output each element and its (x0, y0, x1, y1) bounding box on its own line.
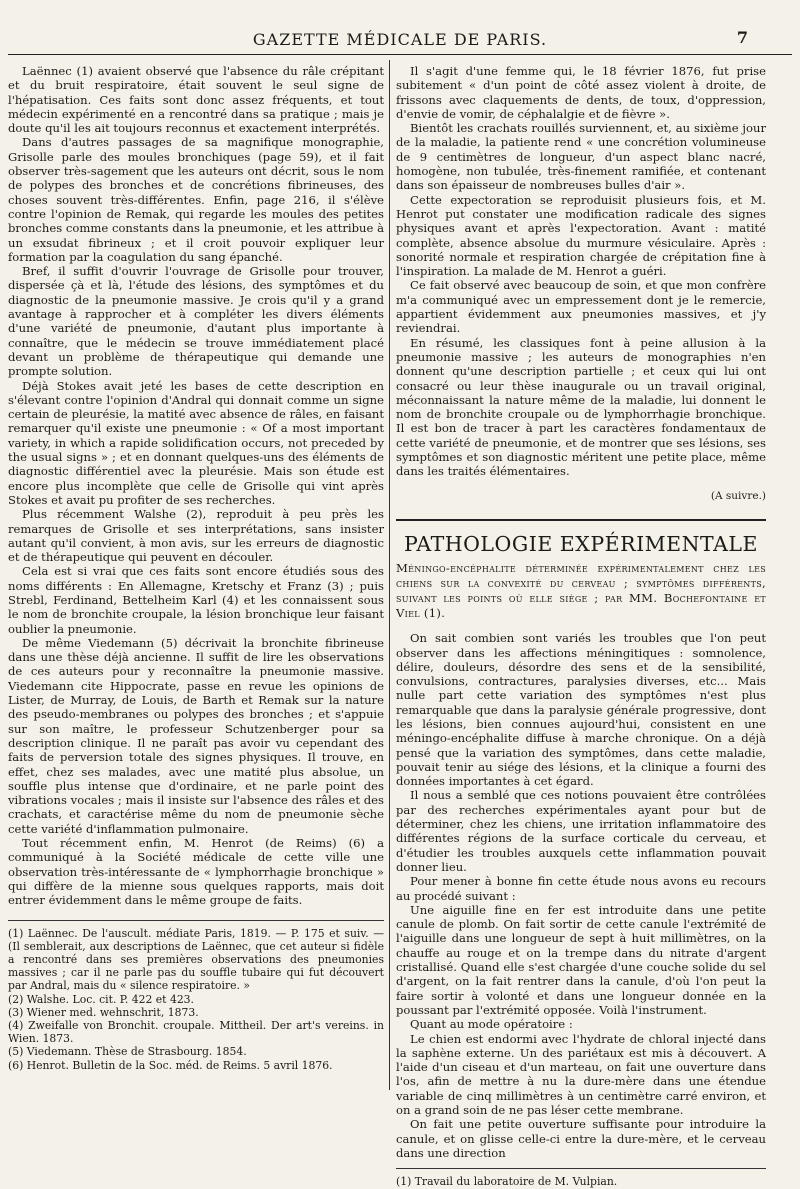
left-column (8, 64, 384, 1072)
footnote: (4) Zweifalle von Bronchit. croupale. Mittheil. Der art's vereins. in Wien. 1873. (8, 1018, 384, 1046)
paragraph: Cette expectoration se reproduisit plusieurs fois, et M. Henrot put constater une modification radicale des signes physiques avant et après l'expectoration. Avant : matité complète, absence absolue du murmure vésiculaire. Après : sonorité normale et respiration chargée de crépitation fine à l'inspiration. La malade de M. Henrot a guéri. (396, 192, 766, 279)
column-divider (389, 60, 390, 1090)
paragraph: En résumé, les classiques font à peine allusion à la pneumonie massive ; les auteurs de monographies n'en donnent qu'une description partielle ; et ceux qui lui ont consacré ou leur thèse inaugurale ou un travail original, méconnaissant la nature même de la maladie, lui donnent le nom de bronchite croupale ou de lymphorrhagie bronchique. Il est bon de tracer à part les caractères fondamentaux de cette variété de pneumonie, et de montrer que ses lésions, ses symptômes et son diagnostic méritent une petite place, même dans les traités élémentaires. (396, 335, 766, 479)
section-rule (396, 519, 766, 521)
section-subtitle (396, 561, 766, 621)
section-subtitle-text: Méningo-encéphalite déterminée expérimentalement chez les chiens sur la convexité du cerveau ; symptômes différents, suivant les points où elle siège ; (396, 561, 766, 606)
paragraph: On fait une petite ouverture suffisante pour introduire la canule, et on glisse celle-ci entre la dure-mère, et le cerveau dans une direction (396, 1117, 766, 1160)
paragraph: Quant au mode opératoire : (410, 1017, 573, 1032)
footnotes (396, 1168, 766, 1189)
footnote: (2) Walshe. Loc. cit. P. 422 et 423. (8, 992, 194, 1006)
paragraph: Déjà Stokes avait jeté les bases de cette description en s'élevant contre l'opinion d'Andral qui donnait comme un signe certain de pleurésie, la matité avec absence de râles, en faisant remarquer qu'il existe une pneumonie : « Of a most important variety, in which a rapide solidification occurs, not preceded by the usual signs » ; et en donnant quelques-uns des éléments de diagnostic différentiel avec la pleurésie. Mais son étude est encore plus incomplète que celle de Grisolle qui vint après Stokes et avait pu profiter de ses recherches. (8, 378, 384, 507)
footnotes (8, 920, 384, 1072)
page-number: 7 (736, 28, 748, 47)
footnote: (5) Viedemann. Thèse de Strasbourg. 1854. (8, 1045, 247, 1059)
paragraph: Bientôt les crachats rouillés surviennent, et, au sixième jour de la maladie, la patiente rend « une concrétion volumineuse de 9 centimètres de longueur, d'un aspect blanc nacré, homogène, non tubulée, très-finement ramifiée, et contenant dans son épaisseur de nombreuses bulles d'air ». (396, 121, 766, 193)
paragraph: Pour mener à bonne fin cette étude nous avons eu recours au procédé suivant : (396, 874, 766, 903)
right-column (396, 64, 766, 1189)
paragraph: Cela est si vrai que ces faits sont encore étudiés sous des noms différents : En Allemagne, Kretschy et Franz (3) ; puis Strebl, Ferdinand, Bettelheim Karl (4) et les connaissent sous le nom de bronchite croupale, la lésion bronchique leur faisant oublier la pneumonie. (8, 564, 384, 636)
paragraph: De même Viedemann (5) décrivait la bronchite fibrineuse dans une thèse déjà ancienne. Il suffit de lire les observations de ces auteurs pour y reconnaître la pneumonie massive. Viedemann cite Hippocrate, passe en revue les opinions de Lister, de Murray, de Louis, de Barth et Remak sur la nature des pseudo-membranes ou polypes des bronches ; et s'appuie sur son maître, le professeur Schutzenberger pour sa description clinique. Il ne paraît pas avoir vu cependant des faits de perversion totale des signes physiques. Il trouve, en effet, chez ses malades, avec une matité plus absolue, un souffle plus intense que d'ordinaire, et ne parle point des vibrations vocales ; mais il insiste sur l'absence des râles et des crachats, et caractérise même du nom de pneumonie sèche cette variété d'inflammation pulmonaire. (8, 635, 384, 836)
paragraph: Bref, il suffit d'ouvrir l'ouvrage de Grisolle pour trouver, dispersée çà et là, l'étude des lésions, des symptômes et du diagnostic de la pneumonie massive. Je crois qu'il y a grand avantage à rapprocher et à compléter les divers éléments d'une variété de pneumonie, d'autant plus importante à connaître, que le médecin se trouve immédiatement placé devant un problème de thérapeutique qui demande une prompte solution. (8, 264, 384, 379)
footnote: (1) Laënnec. De l'auscult. médiate Paris, 1819. — P. 175 et suiv. — (Il semblerait, aux descriptions de Laënnec, que cet auteur si fidèle a rencontré dans ses premières observations des pneumonies massives ; car il ne parle pas du souffle tubaire qui fut découvert par Andral, mais du « silence respiratoire. » (8, 926, 384, 993)
paragraph: Le chien est endormi avec l'hydrate de chloral injecté dans la saphène externe. Un des pariétaux est mis à découvert. A l'aide d'un ciseau et d'un marteau, on fait une ouverture dans l'os, afin de mettre à nu la dure-mère dans une étendue variable de cinq millimètres à un centimètre carré environ, et on a grand soin de ne pas léser cette membrane. (396, 1031, 766, 1117)
paragraph: Une aiguille fine en fer est introduite dans une petite canule de plomb. On fait sortir de cette canule l'extrémité de l'aiguille dans une longueur de sept à huit millimètres, on la chauffe au rouge et on la trempe dans du nitrate d'argent cristallisé. Quand elle s'est chargée d'une couche solide du sel d'argent, on la fait rentrer dans la canule, d'où l'on peut la faire sortir à volonté et dans une longueur donnée en la poussant par l'extrémité opposée. Voilà l'instrument. (396, 902, 766, 1017)
to-be-continued: (A suivre.) (710, 489, 766, 502)
paragraph: Tout récemment enfin, M. Henrot (de Reims) (6) a communiqué à la Société médicale de cette ville une observation très-intéressante de « lymphorrhagie bronchique » qui diffère de la mienne sous quelques rapports, mais doit entrer évidemment dans le même groupe de faits. (8, 836, 384, 908)
paragraph: Plus récemment Walshe (2), reproduit à peu près les remarques de Grisolle et ses interprétations, sans insister autant qu'il convient, à mon avis, sur les erreurs de diagnostic et de thérapeutique qui peuvent en découler. (8, 507, 384, 565)
paragraph: Il s'agit d'une femme qui, le 18 février 1876, fut prise subitement « d'un point de côté assez violent à droite, de frissons avec claquements de dents, de toux, d'oppression, d'envie de vomir, de céphalalgie et de fièvre ». (396, 64, 766, 121)
paragraph: Ce fait observé avec beaucoup de soin, et que mon confrère m'a communiqué avec un empressement dont je le remercie, appartient évidemment aux pneumonies massives, et j'y reviendrai. (396, 278, 766, 336)
paragraph: Dans d'autres passages de sa magnifique monographie, Grisolle parle des moules bronchiques (page 59), et il fait observer très-sagement que les auteurs ont décrit, sous le nom de polypes des bronches et de concrétions fibrineuses, des choses souvent très-différentes. Enfin, page 216, il s'élève contre l'opinion de Remak, qui regarde les moules des petites bronches comme constants dans la pneumonie, et les attribue à un exsudat fibrineux ; et il croit pouvoir expliquer leur formation par la coagulation du sang épanché. (8, 135, 384, 264)
journal-title: GAZETTE MÉDICALE DE PARIS. (252, 30, 548, 49)
paragraph: On sait combien sont variés les troubles que l'on peut observer dans les affections méningitiques : somnolence, délire, douleurs, désordre des sens et de la sensibilité, convulsions, contractures, paralysies diverses, etc... Mais nulle part cette variation des symptômes n'est plus remarquable que dans la paralysie générale progressive, dont les lésions, bien connues aujourd'hui, consistent en une méningo-encéphalite diffuse à marche chronique. On a déjà pensé que la variation des symptômes, dans cette maladie, pouvait tenir au siége des lésions, et la clinique a fourni des données importantes à cet égard. (396, 631, 766, 789)
footnote: (1) Travail du laboratoire de M. Vulpian. (396, 1175, 618, 1189)
paragraph: Il nous a semblé que ces notions pouvaient être contrôlées par des recherches expérimentales ayant pour but de déterminer, chez les chiens, une irritation inflammatoire des différentes régions de la surface corticale du cerveau, et d'étudier les troubles auxquels cette inflammation pouvait donner lieu. (396, 788, 766, 874)
footnote: (6) Henrot. Bulletin de la Soc. méd. de Reims. 5 avril 1876. (8, 1058, 333, 1072)
section-title: PATHOLOGIE EXPÉRIMENTALE (403, 531, 758, 556)
running-header (8, 26, 792, 55)
section-authors: par MM. Bochefontaine et Viel (1). (396, 591, 766, 621)
paragraph: Laënnec (1) avaient observé que l'absence du râle crépitant et du bruit respiratoire, était souvent le seul signe de l'hépatisation. Ces faits sont donc assez fréquents, et tout médecin expérimenté en a rencontré dans sa pratique ; mais je doute qu'il les ait toujours reconnus et exactement interprétés. (8, 64, 384, 136)
footnote: (3) Wiener med. wehnschrit, 1873. (8, 1005, 199, 1019)
